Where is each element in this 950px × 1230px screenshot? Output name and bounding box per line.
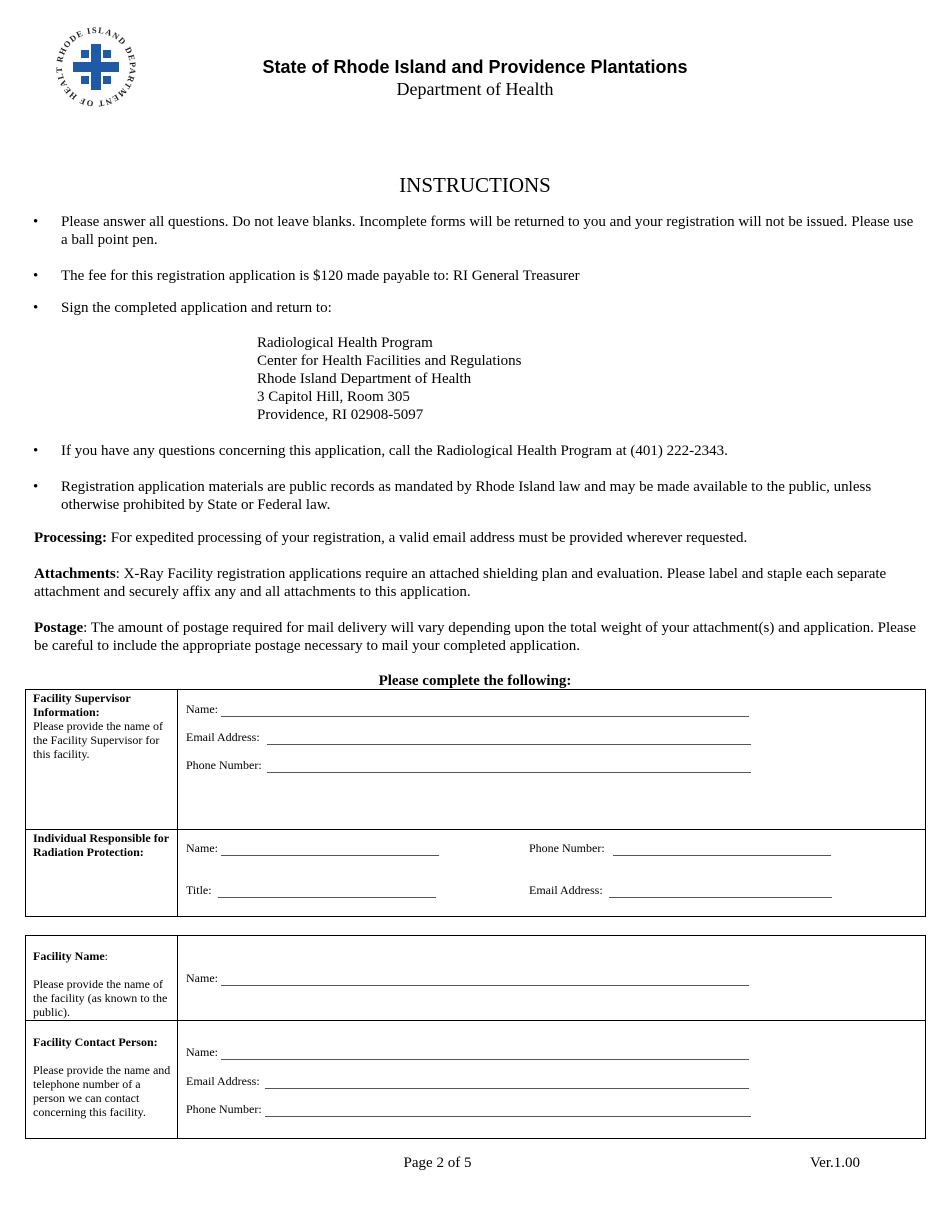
rso-title-field[interactable] (218, 883, 436, 898)
rso-phone-field[interactable] (613, 841, 831, 856)
svg-text:RHODE ISLAND DEPARTMENT OF HEA: RHODE ISLAND DEPARTMENT OF HEALT (53, 24, 139, 110)
contact-desc: Please provide the name and telephone number of a person we can contact concerning this facility. (33, 1063, 171, 1119)
supervisor-phone-field[interactable] (267, 758, 751, 773)
bullet-icon: • (33, 443, 39, 459)
table-divider (25, 1020, 925, 1021)
contact-email-label: Email Address: (186, 1074, 260, 1088)
facility-name-field[interactable] (221, 971, 749, 986)
bullet-text: Please answer all questions. Do not leave blanks. Incomplete forms will be returned to you and your registration will not be issued. Please use a ball point pen. (61, 214, 914, 248)
processing-label: Processing: (34, 530, 108, 546)
complete-heading: Please complete the following: (378, 673, 572, 689)
address-line: Radiological Health Program (257, 335, 433, 351)
contact-name-field[interactable] (221, 1045, 749, 1060)
table-divider (177, 935, 178, 1138)
facility-desc: Please provide the name of the facility (as known to the public). (33, 977, 168, 1019)
contact-name-label: Name: (186, 1045, 218, 1059)
bullet-text: Registration application materials are public records as mandated by Rhode Island law and may be made available to the public, unless otherwise prohibited by State or Federal law. (61, 479, 872, 513)
supervisor-title: Facility Supervisor Information: (33, 691, 131, 719)
table-divider (177, 689, 178, 916)
supervisor-desc: Please provide the name of the Facility Supervisor for this facility. (33, 719, 163, 761)
postage-text: : The amount of postage required for mail delivery will vary depending upon the total weight of your attachment(s) and application. Please be careful to include the appropriate postage necessary to mail your completed application. (34, 620, 916, 654)
header-subtitle: Department of Health (396, 79, 554, 99)
bullet-text: The fee for this registration application is $120 made payable to: RI General Treasurer (61, 268, 580, 284)
supervisor-email-label: Email Address: (186, 730, 260, 744)
table-divider (25, 829, 925, 830)
header-title: State of Rhode Island and Providence Plantations (262, 57, 688, 77)
address-line: 3 Capitol Hill, Room 305 (257, 389, 410, 405)
supervisor-section-label (33, 691, 173, 761)
address-line: Providence, RI 02908-5097 (257, 407, 424, 423)
bullet-icon: • (33, 268, 39, 284)
supervisor-name-field[interactable] (221, 702, 749, 717)
bullet-icon: • (33, 479, 39, 495)
bullet-text: If you have any questions concerning this application, call the Radiological Health Program at (401) 222-2343. (61, 443, 728, 459)
contact-phone-field[interactable] (265, 1102, 751, 1117)
supervisor-email-field[interactable] (267, 730, 751, 745)
supervisor-name-label: Name: (186, 702, 218, 716)
page-number: Page 2 of 5 (403, 1155, 472, 1171)
instructions-title: INSTRUCTIONS (399, 173, 551, 197)
facility-title-suffix: : (104, 949, 108, 963)
rso-email-label: Email Address: (529, 883, 603, 897)
rso-title: Individual Responsible for Radiation Protection: (33, 831, 169, 859)
attachments-text: : X-Ray Facility registration applications require an attached shielding plan and evaluation. Please label and staple each separate attachment and securely affix any and all attachments to this application. (34, 566, 887, 600)
version-label: Ver.1.00 (810, 1155, 860, 1171)
postage-label: Postage (34, 620, 84, 636)
rso-title-label: Title: (186, 883, 212, 897)
facility-section-label (33, 949, 173, 1019)
bullet-text: Sign the completed application and return to: (61, 300, 332, 316)
processing-paragraph (34, 529, 924, 547)
supervisor-phone-label: Phone Number: (186, 758, 262, 772)
bullet-icon: • (33, 214, 39, 230)
rso-phone-label: Phone Number: (529, 841, 605, 855)
contact-email-field[interactable] (265, 1074, 749, 1089)
postage-paragraph (34, 619, 924, 655)
rso-name-field[interactable] (221, 841, 439, 856)
contact-title: Facility Contact Person: (33, 1035, 158, 1049)
facility-name-label: Name: (186, 971, 218, 985)
rso-section-label (33, 831, 173, 859)
bullet-icon: • (33, 300, 39, 316)
contact-section-label (33, 1035, 173, 1119)
attachments-label: Attachments (34, 566, 116, 582)
rso-email-field[interactable] (609, 883, 832, 898)
processing-text: For expedited processing of your registration, a valid email address must be provided wherever requested. (107, 530, 748, 546)
attachments-paragraph (34, 565, 924, 601)
address-line: Rhode Island Department of Health (257, 371, 472, 387)
rso-name-label: Name: (186, 841, 218, 855)
address-line: Center for Health Facilities and Regulations (257, 353, 522, 369)
facility-title: Facility Name (33, 949, 105, 963)
contact-phone-label: Phone Number: (186, 1102, 262, 1116)
